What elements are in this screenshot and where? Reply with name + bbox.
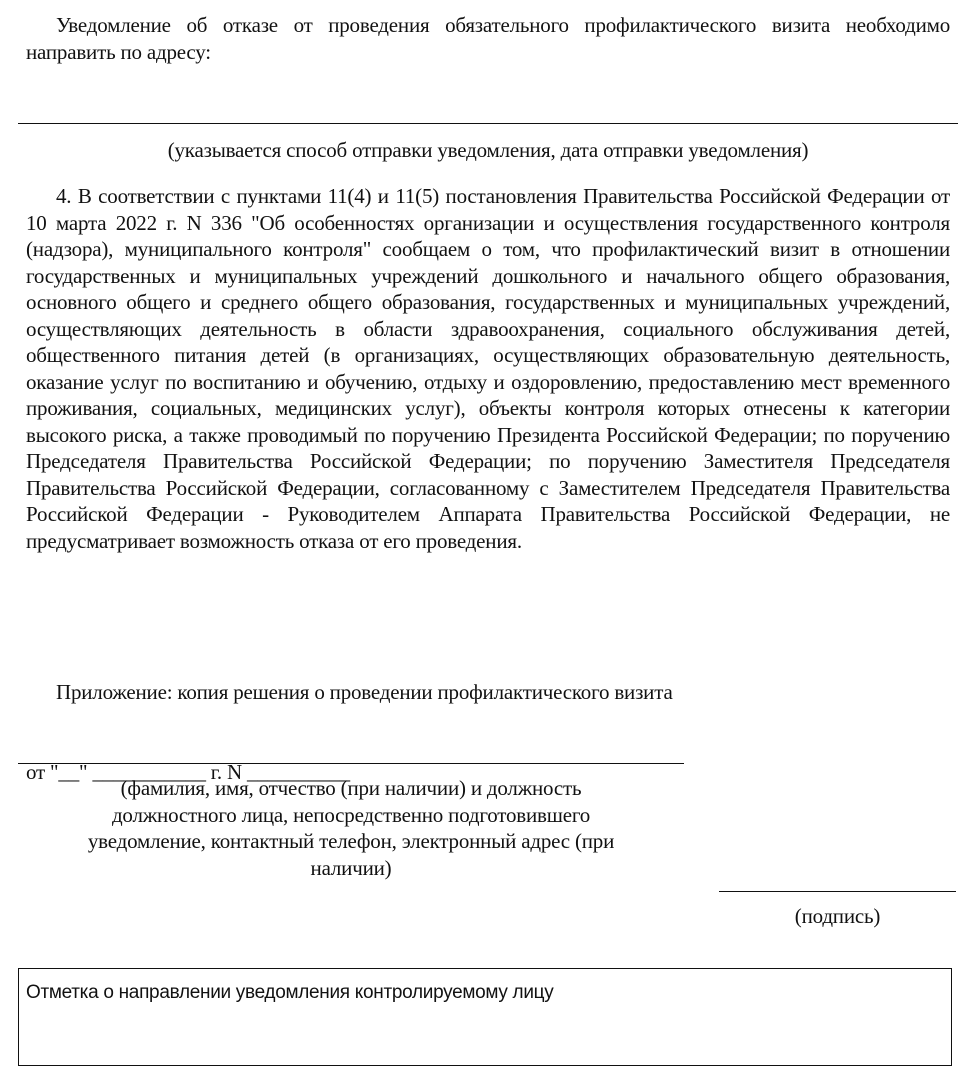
- signature-caption: (подпись): [794, 904, 881, 928]
- mark-box-label: Отметка о направлении уведомления контролируемому лицу: [26, 982, 554, 1003]
- section-4-text: 4. В соответствии с пунктами 11(4) и 11(5) постановления Правительства Российской Федерации от 10 марта 2022 г. N 336 "Об особенностях организации и осуществления государственного контроля (надзора), муниципального контроля" сообщаем о том, что профилактический визит в отношении государственных и муниципальных учреждений дошкольного и начального общего образования, основного общего и среднего общего образования, государственных и муниципальных учреждений, осуществляющих деятельность в области здравоохранения, социального обслуживания детей, общественного питания детей (в организациях, осуществляющих образовательную деятельность, оказание услуг по воспитанию и обучению, отдыху и оздоровлению, предоставлению мест временного проживания, социальных, медицинских услуг), объекты контроля которых отнесены к категории высокого риска, а также проводимый по поручению Президента Российской Федерации; по поручению Председателя Правительства Российской Федерации; по поручению Заместителя Председателя Правительства Российской Федерации, согласованному с Заместителем Председателя Правительства Российской Федерации - Руководителем Аппарата Правительства Российской Федерации, не предусматривает возможность отказа от его проведения.: [26, 184, 950, 553]
- attachment-line-2: от "__" ___________ г. N __________: [26, 759, 350, 784]
- official-caption-line: наличии): [310, 855, 392, 880]
- official-caption-line: (фамилия, имя, отчество (при наличии) и должность: [120, 776, 582, 800]
- refusal-notice-text: Уведомление об отказе от проведения обязательного профилактического визита необходимо направить по адресу:: [26, 13, 950, 64]
- official-caption: [18, 775, 684, 881]
- official-caption-line: уведомление, контактный телефон, электронный адрес (при: [87, 829, 615, 853]
- official-caption-line: должностного лица, непосредственно подготовившего: [111, 802, 591, 827]
- attachment-line-1: Приложение: копия решения о проведении профилактического визита: [56, 680, 673, 704]
- address-caption: (указывается способ отправки уведомления, дата отправки уведомления): [167, 138, 809, 162]
- address-line: [18, 123, 958, 124]
- signature-line: [719, 891, 956, 892]
- official-name-line: [18, 763, 684, 764]
- mark-box: [18, 968, 952, 1066]
